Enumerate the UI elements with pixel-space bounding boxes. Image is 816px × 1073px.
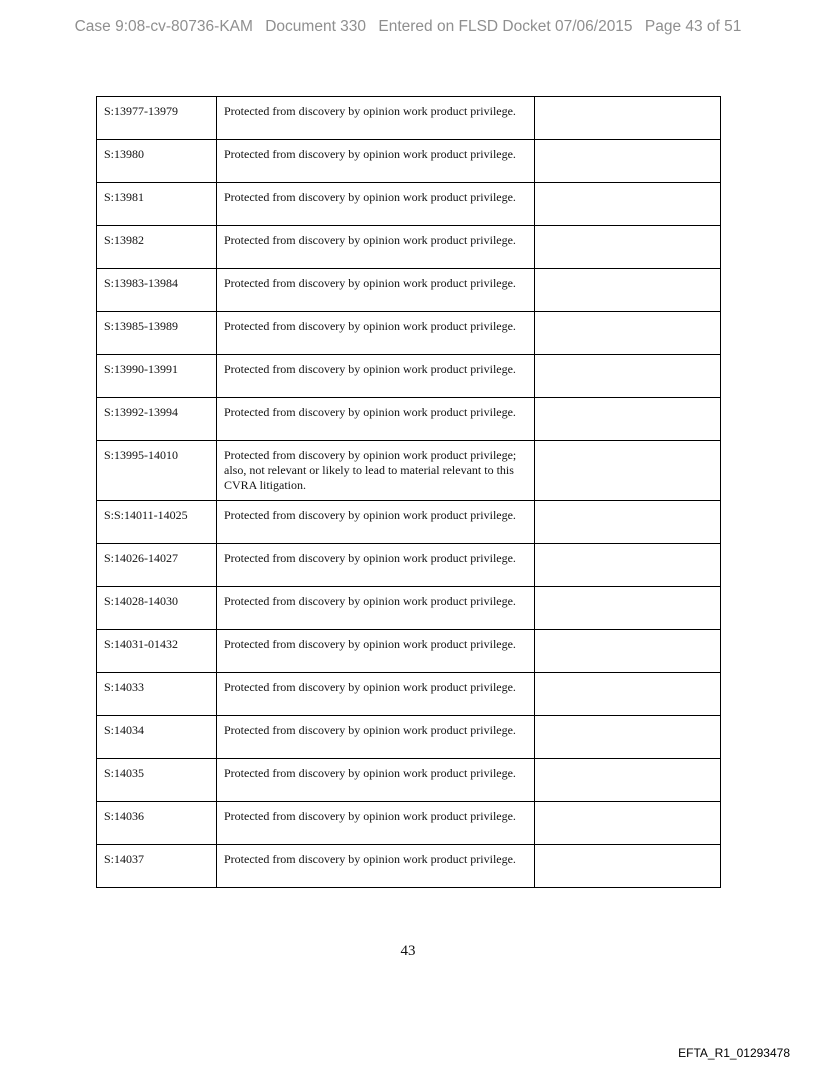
bates-range: S:13980 — [97, 140, 217, 183]
bates-range: S:14037 — [97, 845, 217, 888]
bates-range: S:13981 — [97, 183, 217, 226]
bates-range: S:14036 — [97, 802, 217, 845]
notes-cell — [535, 673, 721, 716]
bates-range: S:14028-14030 — [97, 587, 217, 630]
notes-cell — [535, 398, 721, 441]
notes-cell — [535, 759, 721, 802]
privilege-reason: Protected from discovery by opinion work product privilege. — [217, 673, 535, 716]
privilege-reason: Protected from discovery by opinion work product privilege. — [217, 312, 535, 355]
table-row — [97, 398, 721, 441]
table-row — [97, 183, 721, 226]
privilege-reason: Protected from discovery by opinion work product privilege. — [217, 355, 535, 398]
privilege-reason: Protected from discovery by opinion work product privilege. — [217, 587, 535, 630]
page-number: 43 — [400, 943, 416, 959]
privilege-reason: Protected from discovery by opinion work product privilege. — [217, 140, 535, 183]
privilege-reason: Protected from discovery by opinion work product privilege. — [217, 97, 535, 140]
privilege-reason: Protected from discovery by opinion work product privilege. — [217, 398, 535, 441]
table-row — [97, 630, 721, 673]
privilege-reason: Protected from discovery by opinion work product privilege; also, not relevant or likely to lead to material relevant to this CVRA litigation. — [217, 441, 535, 501]
privilege-reason: Protected from discovery by opinion work product privilege. — [217, 501, 535, 544]
table-row — [97, 140, 721, 183]
table-row — [97, 501, 721, 544]
bates-range: S:13977-13979 — [97, 97, 217, 140]
table-row — [97, 673, 721, 716]
privilege-reason: Protected from discovery by opinion work product privilege. — [217, 226, 535, 269]
bates-range: S:14035 — [97, 759, 217, 802]
table-row — [97, 97, 721, 140]
table-row — [97, 759, 721, 802]
notes-cell — [535, 501, 721, 544]
document-number: Document 330 — [265, 18, 367, 35]
bates-range: S:13982 — [97, 226, 217, 269]
notes-cell — [535, 183, 721, 226]
table-row — [97, 716, 721, 759]
bates-range: S:13983-13984 — [97, 269, 217, 312]
bates-range: S:14034 — [97, 716, 217, 759]
notes-cell — [535, 544, 721, 587]
notes-cell — [535, 97, 721, 140]
table-row — [97, 544, 721, 587]
notes-cell — [535, 630, 721, 673]
table-row — [97, 226, 721, 269]
bates-range: S:S:14011-14025 — [97, 501, 217, 544]
notes-cell — [535, 587, 721, 630]
bates-range: S:13985-13989 — [97, 312, 217, 355]
case-number: Case 9:08-cv-80736-KAM — [74, 18, 253, 35]
table-row — [97, 441, 721, 501]
table-row — [97, 802, 721, 845]
bates-range: S:14031-01432 — [97, 630, 217, 673]
docket-header — [0, 18, 816, 36]
page-count: Page 43 of 51 — [644, 18, 742, 35]
privilege-reason: Protected from discovery by opinion work product privilege. — [217, 544, 535, 587]
privilege-reason: Protected from discovery by opinion work product privilege. — [217, 630, 535, 673]
table-row — [97, 312, 721, 355]
notes-cell — [535, 441, 721, 501]
table-row — [97, 587, 721, 630]
privilege-reason: Protected from discovery by opinion work product privilege. — [217, 183, 535, 226]
entered-on-docket: Entered on FLSD Docket 07/06/2015 — [378, 18, 633, 35]
bates-range: S:14026-14027 — [97, 544, 217, 587]
bates-range: S:13990-13991 — [97, 355, 217, 398]
notes-cell — [535, 845, 721, 888]
bates-range: S:13995-14010 — [97, 441, 217, 501]
privilege-reason: Protected from discovery by opinion work product privilege. — [217, 269, 535, 312]
notes-cell — [535, 226, 721, 269]
privilege-reason: Protected from discovery by opinion work product privilege. — [217, 716, 535, 759]
notes-cell — [535, 355, 721, 398]
privilege-reason: Protected from discovery by opinion work product privilege. — [217, 802, 535, 845]
table-row — [97, 355, 721, 398]
privilege-reason: Protected from discovery by opinion work product privilege. — [217, 845, 535, 888]
notes-cell — [535, 716, 721, 759]
bates-range: S:13992-13994 — [97, 398, 217, 441]
bates-range: S:14033 — [97, 673, 217, 716]
privilege-log-table — [96, 96, 721, 888]
table-row — [97, 269, 721, 312]
table-row — [97, 845, 721, 888]
notes-cell — [535, 802, 721, 845]
notes-cell — [535, 140, 721, 183]
document-id: EFTA_R1_01293478 — [678, 1046, 790, 1060]
notes-cell — [535, 269, 721, 312]
notes-cell — [535, 312, 721, 355]
privilege-reason: Protected from discovery by opinion work product privilege. — [217, 759, 535, 802]
